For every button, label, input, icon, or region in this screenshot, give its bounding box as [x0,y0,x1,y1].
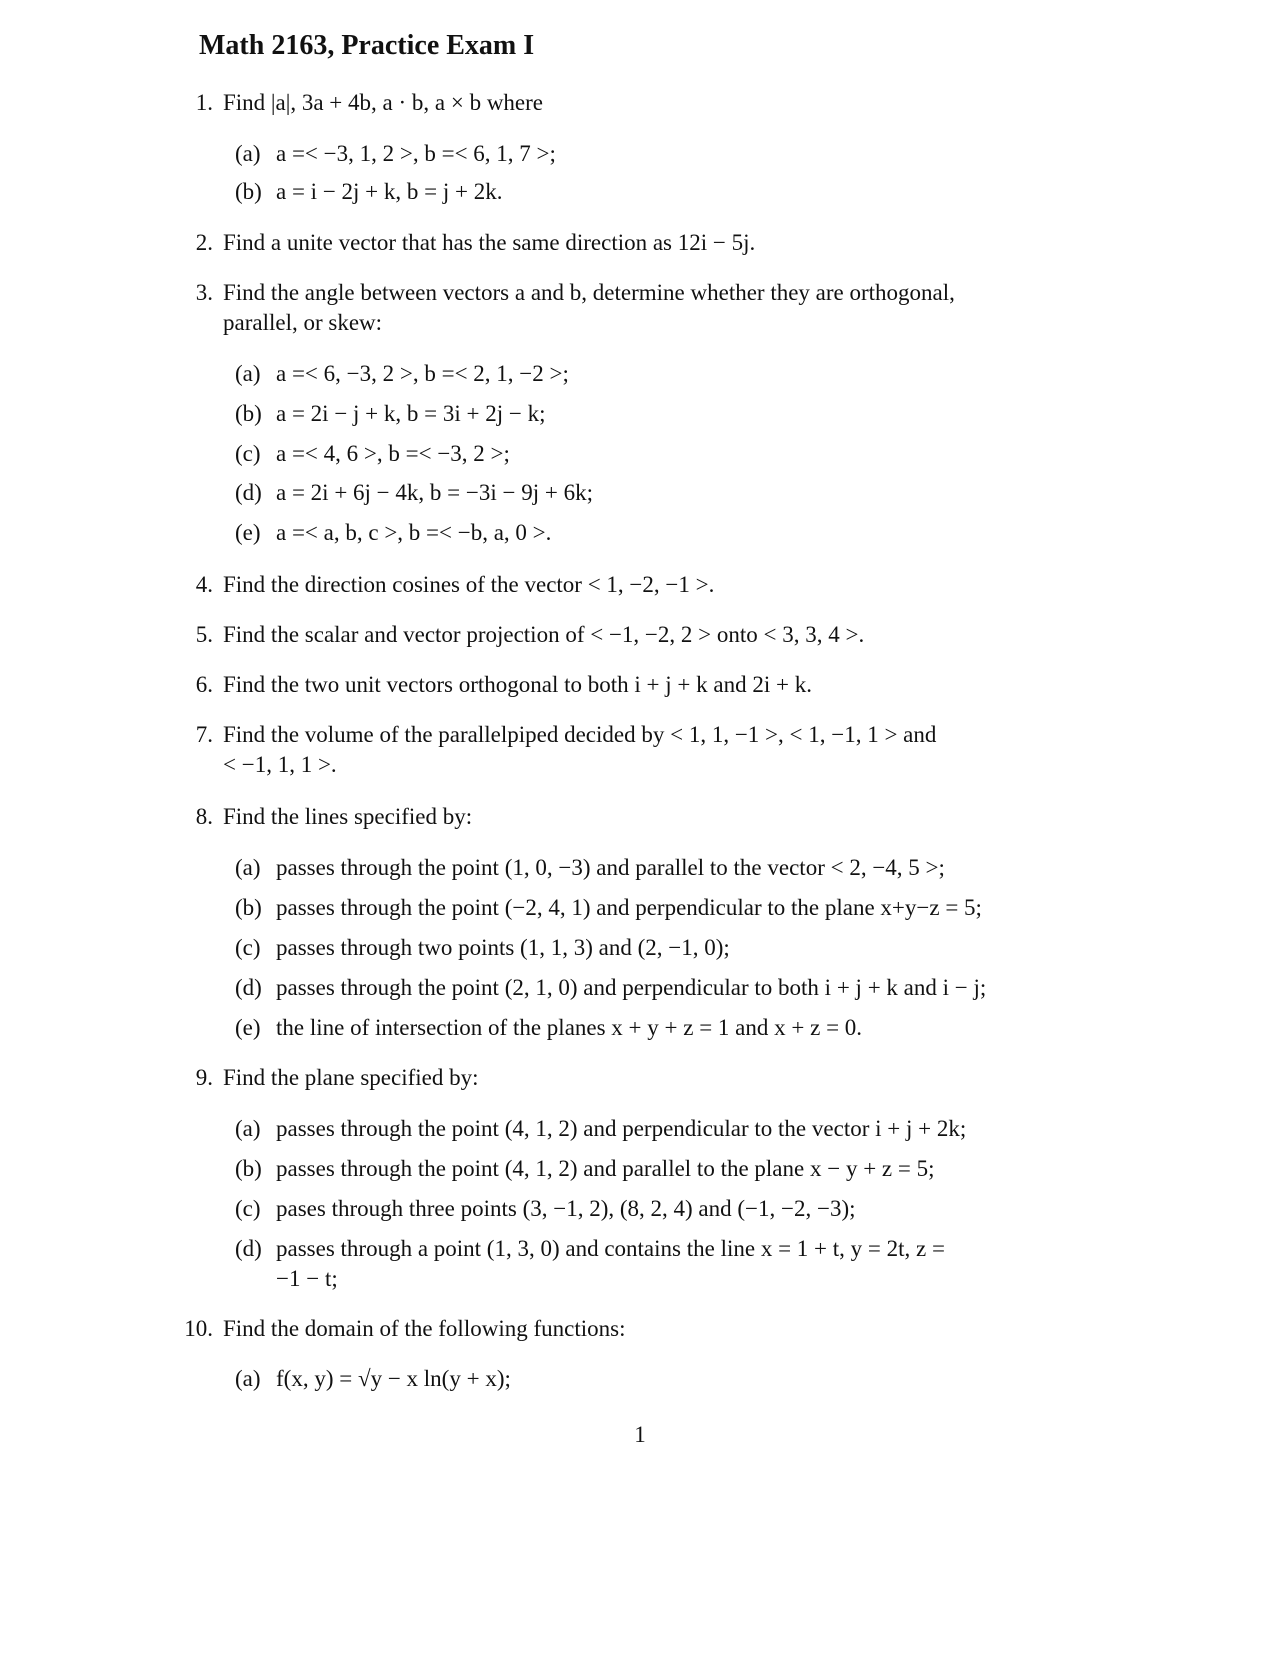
problem-text: Find the scalar and vector projection of < −1, −2, 2 > onto < 3, 3, 4 >. [223,622,865,647]
problem-number: 7. [195,722,213,747]
problem-number: 3. [195,280,213,305]
page-number: 1 [634,1422,646,1447]
problem-number: 8. [195,804,213,829]
part-label: (d) [235,975,262,1000]
problem-text: Find the plane specified by: [223,1065,479,1090]
part-text: f(x, y) = √y − x ln(y + x); [276,1366,511,1391]
part-label: (d) [235,480,262,505]
part-text: the line of intersection of the planes x + y + z = 1 and x + z = 0. [276,1015,863,1040]
part-label: (a) [235,1366,261,1391]
problem-text: Find |a|, 3a + 4b, a · b, a × b where [223,90,544,115]
problem-text: parallel, or skew: [223,310,383,335]
part-text: a =< a, b, c >, b =< −b, a, 0 >. [276,520,552,545]
part-label: (c) [235,441,261,466]
part-label: (c) [235,1196,261,1221]
part-label: (b) [235,401,262,426]
problem-number: 2. [195,230,213,255]
problem-text: Find a unite vector that has the same direction as 12i − 5j. [223,230,756,255]
part-text: passes through the point (−2, 4, 1) and perpendicular to the plane x+y−z = 5; [276,895,982,920]
part-label: (e) [235,520,261,545]
part-text: passes through the point (1, 0, −3) and parallel to the vector < 2, −4, 5 >; [276,855,945,880]
part-label: (e) [235,1015,261,1040]
part-text: −1 − t; [276,1266,338,1291]
part-text: a = i − 2j + k, b = j + 2k. [276,179,503,204]
problem-text: Find the domain of the following functions: [223,1316,626,1341]
part-text: passes through a point (1, 3, 0) and contains the line x = 1 + t, y = 2t, z = [276,1236,945,1261]
part-text: a =< 6, −3, 2 >, b =< 2, 1, −2 >; [276,361,569,386]
part-label: (a) [235,855,261,880]
part-text: a =< −3, 1, 2 >, b =< 6, 1, 7 >; [276,141,556,166]
part-label: (b) [235,179,262,204]
problem-number: 1. [195,90,213,115]
part-label: (b) [235,1156,262,1181]
problem-number: 10. [184,1316,213,1341]
problem-number: 4. [195,572,213,597]
problem-text: Find the angle between vectors a and b, determine whether they are orthogonal, [223,280,955,305]
part-text: passes through the point (2, 1, 0) and perpendicular to both i + j + k and i − j; [276,975,987,1000]
part-text: pases through three points (3, −1, 2), (8, 2, 4) and (−1, −2, −3); [276,1196,856,1221]
part-text: passes through the point (4, 1, 2) and perpendicular to the vector i + j + 2k; [276,1116,967,1141]
part-label: (a) [235,1116,261,1141]
part-text: passes through the point (4, 1, 2) and parallel to the plane x − y + z = 5; [276,1156,935,1181]
part-text: passes through two points (1, 1, 3) and (2, −1, 0); [276,935,730,960]
part-label: (c) [235,935,261,960]
part-text: a = 2i + 6j − 4k, b = −3i − 9j + 6k; [276,480,593,505]
part-text: a = 2i − j + k, b = 3i + 2j − k; [276,401,546,426]
page-title: Math 2163, Practice Exam I [199,30,535,61]
problem-text: Find the direction cosines of the vector < 1, −2, −1 >. [223,572,715,597]
problem-text: Find the two unit vectors orthogonal to both i + j + k and 2i + k. [223,672,812,697]
part-label: (a) [235,361,261,386]
problem-text: Find the volume of the parallelpiped decided by < 1, 1, −1 >, < 1, −1, 1 > and [223,722,937,747]
part-label: (b) [235,895,262,920]
problem-text: < −1, 1, 1 >. [223,752,337,777]
part-label: (d) [235,1236,262,1261]
part-label: (a) [235,141,261,166]
problem-number: 9. [195,1065,213,1090]
problem-text: Find the lines specified by: [223,804,473,829]
problem-number: 5. [195,622,213,647]
problem-number: 6. [195,672,213,697]
part-text: a =< 4, 6 >, b =< −3, 2 >; [276,441,510,466]
